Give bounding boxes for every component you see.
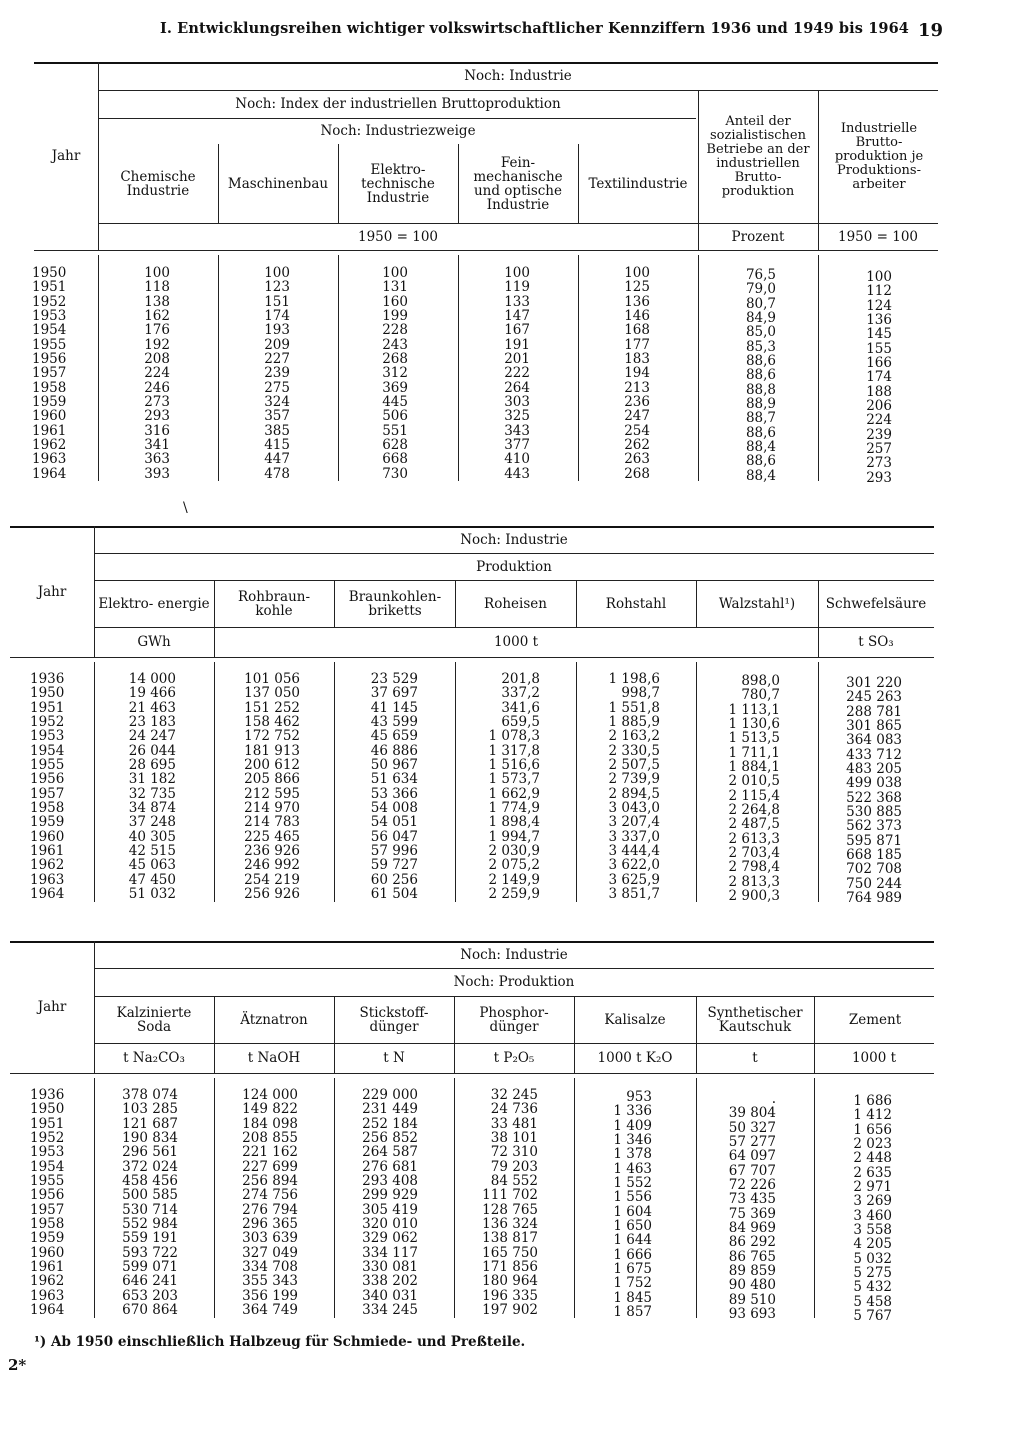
column-header-zement: Zement	[848, 1011, 902, 1028]
header-index-bruttoproduktion: Noch: Index der industriellen Bruttoproduktion	[235, 96, 561, 112]
signature-mark: 2*	[8, 1356, 27, 1374]
column-header-stickstoffduenger: Stickstoff- dünger	[359, 1004, 429, 1035]
column-header-jahr: Jahr	[37, 999, 67, 1015]
column-header-schwefelsaeure: Schwefelsäure	[825, 595, 927, 612]
header-industriezweige: Noch: Industriezweige	[320, 123, 476, 139]
header-noch-industrie: Noch: Industrie	[460, 531, 568, 548]
year-column: 1950 1951 1952 1953 1954 1955 1956 1957 1958 1959 1960 1961 1962 1963 1964	[32, 265, 67, 482]
column-header-kalisalze: Kalisalze	[604, 1011, 666, 1028]
data-column-kalisalze: 953 1 336 1 409 1 346 1 378 1 463 1 552 1 556 1 604 1 650 1 644 1 666 1 675 1 752 1 845 1 857	[613, 1089, 652, 1321]
unit-1000t: 1000 t	[493, 634, 539, 650]
unit-prozent: Prozent	[731, 228, 785, 245]
unit-1000t-k2o: 1000 t K₂O	[597, 1050, 673, 1066]
page-number: 19	[918, 20, 944, 41]
data-column-anteil-sozialistisch: 76,5 79,0 80,7 84,9 85,0 85,3 88,6 88,6 88,8 88,9 88,7 88,6 88,4 88,6 88,4	[745, 267, 776, 484]
header-noch-industrie: Noch: Industrie	[464, 68, 572, 84]
header-noch-produktion: Noch: Produktion	[453, 974, 575, 990]
column-header-walzstahl: Walzstahl¹)	[718, 595, 796, 612]
page-title: I. Entwicklungsreihen wichtiger volkswirtschaftlicher Kennziffern 1936 und 1949 bis 1964	[160, 20, 909, 37]
data-column-walzstahl: 898,0 780,7 1 113,1 1 130,6 1 513,5 1 711,1 1 884,1 2 010,5 2 115,4 2 264,8 2 487,5 2 613,3 2 703,4 2 798,4 2 813,3 2 900,3	[728, 673, 780, 905]
data-column-aetznatron: 124 000 149 822 184 098 208 855 221 162 227 699 256 894 274 756 276 794 296 365 303 639 327 049 334 708 355 343 356 199 364 749	[242, 1087, 298, 1319]
data-column-elektrotechnik: 100 131 160 199 228 243 268 312 369 445 506 551 628 668 730	[382, 265, 408, 482]
column-header-jahr: Jahr	[37, 583, 67, 600]
unit-1000t: 1000 t	[851, 1050, 897, 1066]
year-column: 1936 1950 1951 1952 1953 1954 1955 1956 1957 1958 1959 1960 1961 1962 1963 1964	[30, 671, 65, 903]
data-column-bruttoproduktion-je-arbeiter: 100 112 124 136 145 155 166 174 188 206 224 239 257 273 293	[866, 269, 892, 486]
data-column-schwefelsaeure: 301 220 245 263 288 781 301 865 364 083 433 712 483 205 499 038 522 368 530 885 562 373 595 871 668 185 702 708 750 244 764 989	[846, 675, 902, 907]
column-header-rohstahl: Rohstahl	[605, 595, 667, 612]
data-column-phosphorduenger: 32 245 24 736 33 481 38 101 72 310 79 203 84 552 111 702 128 765 136 324 138 817 165 750 171 856 180 964 196 335 197 902	[482, 1087, 538, 1319]
column-header-phosphorduenger: Phosphor- dünger	[479, 1004, 549, 1035]
header-produktion: Produktion	[476, 558, 552, 575]
data-column-synthetischer-kautschuk: . 39 804 50 327 57 277 64 097 67 707 72 226 73 435 75 369 84 969 86 292 86 765 89 859 90 480 89 510 93 693	[728, 1091, 776, 1323]
unit-gwh: GWh	[137, 634, 171, 650]
column-header-braunkohlenbriketts: Braunkohlen- briketts	[348, 588, 442, 619]
column-header-jahr: Jahr	[51, 148, 81, 164]
data-column-feinmechanik: 100 119 133 147 167 191 201 222 264 303 325 343 377 410 443	[504, 265, 530, 482]
column-header-chemische-industrie: Chemische Industrie	[120, 168, 196, 199]
column-header-bruttoproduktion-je-arbeiter: Industrielle Brutto- produktion je Produktions- arbeiter	[834, 120, 924, 192]
unit-t-so3: t SO₃	[858, 634, 894, 650]
header-noch-industrie: Noch: Industrie	[460, 946, 568, 963]
column-header-feinmechanische-industrie: Fein- mechanische und optische Industrie	[473, 154, 563, 213]
column-header-textilindustrie: Textilindustrie	[588, 175, 688, 192]
footnote: ¹) Ab 1950 einschließlich Halbzeug für Schmiede- und Preßteile.	[34, 1334, 526, 1350]
unit-index-last: 1950 = 100	[837, 228, 919, 245]
column-header-aetznatron: Ätznatron	[240, 1011, 308, 1028]
column-header-rohbraunkohle: Rohbraun- kohle	[237, 588, 311, 619]
unit-t: t	[752, 1050, 758, 1066]
column-header-maschinenbau: Maschinenbau	[227, 175, 329, 192]
column-header-elektroenergie: Elektro- energie	[98, 595, 210, 612]
data-column-stickstoffduenger: 229 000 231 449 252 184 256 852 264 587 276 681 293 408 299 929 305 419 320 010 329 062 334 117 330 081 338 202 340 031 334 245	[362, 1087, 418, 1319]
data-column-roheisen: 201,8 337,2 341,6 659,5 1 078,3 1 317,8 1 516,6 1 573,7 1 662,9 1 774,9 1 898,4 1 994,7 2 030,9 2 075,2 2 149,9 2 259,9	[488, 671, 540, 903]
data-column-rohbraunkohle: 101 056 137 050 151 252 158 462 172 752 181 913 200 612 205 866 212 595 214 970 214 783 225 465 236 926 246 992 254 219 256 926	[244, 671, 300, 903]
column-header-elektrotechnische-industrie: Elektro- technische Industrie	[361, 161, 435, 206]
unit-na2co3: t Na₂CO₃	[123, 1050, 185, 1066]
column-header-kalzinierte-soda: Kalzinierte Soda	[116, 1004, 192, 1035]
unit-index: 1950 = 100	[357, 228, 439, 245]
data-column-maschinenbau: 100 123 151 174 193 209 227 239 275 324 357 385 415 447 478	[264, 265, 290, 482]
data-column-kalzinierte-soda: 378 074 103 285 121 687 190 834 296 561 372 024 458 456 500 585 530 714 552 984 559 191 593 722 599 071 646 241 653 203 670 864	[122, 1087, 178, 1319]
data-column-chemische-industrie: 100 118 138 162 176 192 208 224 246 273 293 316 341 363 393	[144, 265, 170, 482]
data-column-zement: 1 686 1 412 1 656 2 023 2 448 2 635 2 971 3 269 3 460 3 558 4 205 5 032 5 275 5 432 5 458 5 767	[853, 1093, 892, 1325]
unit-p2o5: t P₂O₅	[493, 1050, 535, 1066]
column-header-anteil-sozialistische-betriebe: Anteil der sozialistischen Betriebe an der industriellen Brutto- produktion	[706, 113, 810, 199]
data-column-braunkohlenbriketts: 23 529 37 697 41 145 43 599 45 659 46 886 50 967 51 634 53 366 54 008 54 051 56 047 57 996 59 727 60 256 61 504	[370, 671, 418, 903]
stray-mark: \	[183, 500, 188, 516]
column-header-roheisen: Roheisen	[484, 595, 547, 612]
unit-naoh: t NaOH	[247, 1050, 301, 1066]
column-header-synthetischer-kautschuk: Synthetischer Kautschuk	[707, 1004, 803, 1035]
year-column: 1936 1950 1951 1952 1953 1954 1955 1956 1957 1958 1959 1960 1961 1962 1963 1964	[30, 1087, 65, 1319]
data-column-textilindustrie: 100 125 136 146 168 177 183 194 213 236 247 254 262 263 268	[624, 265, 650, 482]
data-column-rohstahl: 1 198,6 998,7 1 551,8 1 885,9 2 163,2 2 330,5 2 507,5 2 739,9 2 894,5 3 043,0 3 207,4 3 337,0 3 444,4 3 622,0 3 625,9 3 851,7	[608, 671, 660, 903]
data-column-elektroenergie: 14 000 19 466 21 463 23 183 24 247 26 044 28 695 31 182 32 735 34 874 37 248 40 305 42 515 45 063 47 450 51 032	[128, 671, 176, 903]
unit-n: t N	[383, 1050, 405, 1066]
